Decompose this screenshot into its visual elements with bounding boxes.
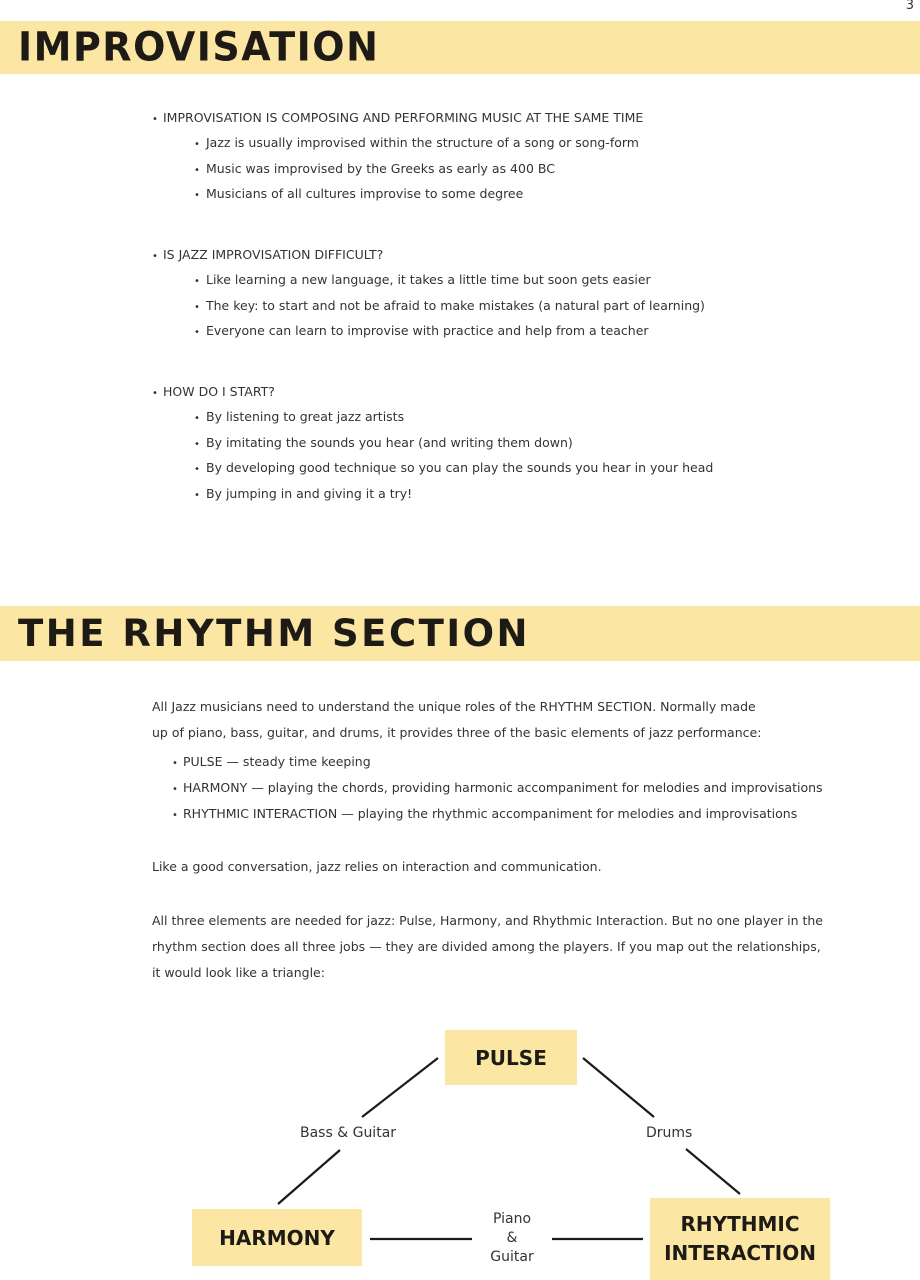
edge-pulse-bass-upper [362,1058,438,1117]
list-item: • By imitating the sounds you hear (and writing them down) [152,430,713,456]
pulse-label: PULSE [475,1045,547,1070]
list-item: • The key: to start and not be afraid to make mistakes (a natural part of learning) [152,293,705,319]
paragraph-line: All three elements are needed for jazz: Pulse, Harmony, and Rhythmic Interaction. But no one player in the [152,913,823,928]
improvisation-group-2 [152,243,705,344]
bass-guitar-label: Bass & Guitar [300,1125,397,1141]
group-heading: • IS JAZZ IMPROVISATION DIFFICULT? [152,243,705,267]
harmony-label: HARMONY [219,1225,335,1250]
list-item: • Musicians of all cultures improvise to some degree [152,181,643,207]
edge-pulse-drums-upper [583,1058,654,1117]
improvisation-banner [0,21,920,74]
piano-text: Piano [492,1211,532,1227]
ampersand-text: & [506,1230,518,1246]
list-item: • RHYTHMIC INTERACTION — playing the rhythmic accompaniment for melodies and improvisations [172,801,823,827]
list-item: • Jazz is usually improvised within the structure of a song or song-form [152,130,643,156]
paragraph-line: rhythm section does all three jobs — they are divided among the players. If you map out the relationships, [152,939,821,954]
list-item: • Music was improvised by the Greeks as early as 400 BC [152,156,643,182]
drums-label: Drums [646,1125,693,1141]
list-item: • By listening to great jazz artists [152,404,713,430]
intro-line: All Jazz musicians need to understand the unique roles of the RHYTHM SECTION. Normally made [152,699,756,714]
rhythm-section-banner [0,606,920,661]
edge-pulse-bass-lower [278,1150,340,1204]
rhythm-elements-list [172,749,823,827]
edge-pulse-drums-lower [686,1149,740,1194]
piano-guitar-label [486,1210,538,1267]
conversation-paragraph: Like a good conversation, jazz relies on interaction and communication. [152,859,602,874]
harmony-box [192,1209,362,1266]
rhythmic-label-line1: RHYTHMIC [680,1212,800,1236]
page-number: 3 [905,0,914,13]
pulse-box [445,1030,577,1085]
list-item: • Everyone can learn to improvise with practice and help from a teacher [152,318,705,344]
rhythm-section-title: THE RHYTHM SECTION [18,612,531,655]
group-heading: • IMPROVISATION IS COMPOSING AND PERFORMING MUSIC AT THE SAME TIME [152,106,643,130]
group-heading: • HOW DO I START? [152,380,713,404]
paragraph-line: it would look like a triangle: [152,965,325,980]
list-item: • HARMONY — playing the chords, providing harmonic accompaniment for melodies and improvisations [172,775,823,801]
list-item: • By developing good technique so you can play the sounds you hear in your head [152,455,713,481]
list-item: • By jumping in and giving it a try! [152,481,713,507]
improvisation-title: IMPROVISATION [18,23,380,71]
elements-paragraph [152,908,823,986]
rhythmic-label-line2: INTERACTION [664,1241,816,1265]
improvisation-group-3 [152,380,713,506]
list-item: • PULSE — steady time keeping [172,749,823,775]
rhythm-intro [152,694,761,746]
guitar-text: Guitar [490,1249,534,1265]
list-item: • Like learning a new language, it takes a little time but soon gets easier [152,267,705,293]
improvisation-group-1 [152,106,643,207]
intro-line: up of piano, bass, guitar, and drums, it provides three of the basic elements of jazz performance: [152,725,762,740]
rhythmic-interaction-box [650,1198,830,1280]
